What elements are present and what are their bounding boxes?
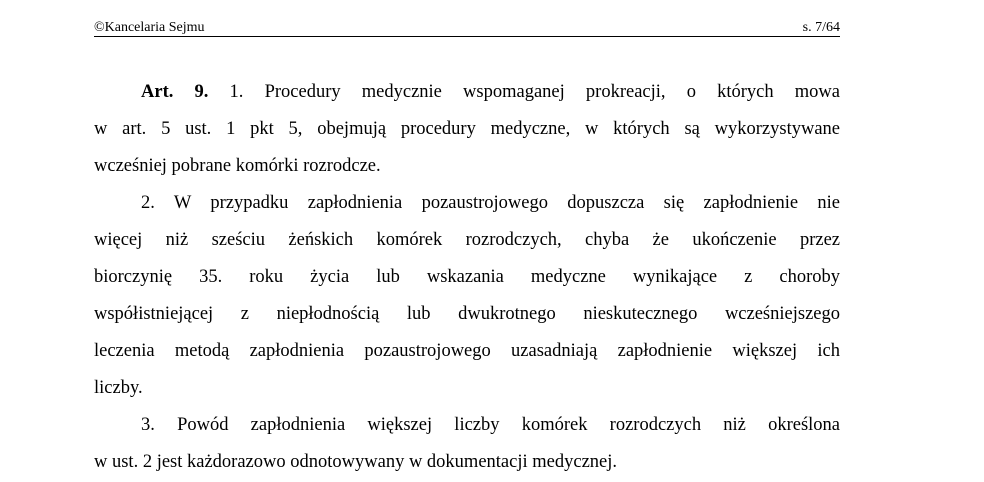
article-body xyxy=(94,74,840,481)
paragraph-2-line-5: leczenia metodą zapłodnienia pozaustrojowego uzasadniają zapłodnienie większej ich xyxy=(94,341,840,361)
paragraph-3-line-1: 3. Powód zapłodnienia większej liczby komórek rozrodczych niż określona xyxy=(141,415,840,435)
paragraph-2-line-4: współistniejącej z niepłodnością lub dwukrotnego nieskutecznego wcześniejszego xyxy=(94,304,840,324)
paragraph-1-line-1: 1. Procedury medycznie wspomaganej prokreacji, o których mowa xyxy=(208,82,840,102)
paragraph-2-line-3: biorczynię 35. roku życia lub wskazania medyczne wynikające z choroby xyxy=(94,267,840,287)
article-title: Art. 9. xyxy=(141,82,209,102)
paragraph-2-line-6: liczby. xyxy=(94,378,143,398)
paragraph-1-line-3: wcześniej pobrane komórki rozrodcze. xyxy=(94,156,381,176)
page-header xyxy=(94,19,840,37)
paragraph-2-line-2: więcej niż sześciu żeńskich komórek rozrodczych, chyba że ukończenie przez xyxy=(94,230,840,250)
text-line xyxy=(94,74,840,111)
paragraph-2-line-1: 2. W przypadku zapłodnienia pozaustrojowego dopuszcza się zapłodnienie nie xyxy=(141,193,840,213)
page-number: s. 7/64 xyxy=(802,20,840,35)
paragraph-1-line-2: w art. 5 ust. 1 pkt 5, obejmują procedury medyczne, w których są wykorzystywane xyxy=(94,119,840,139)
publisher-label: ©Kancelaria Sejmu xyxy=(94,20,205,35)
paragraph-3-line-2: w ust. 2 jest każdorazowo odnotowywany w dokumentacji medycznej. xyxy=(94,452,618,472)
